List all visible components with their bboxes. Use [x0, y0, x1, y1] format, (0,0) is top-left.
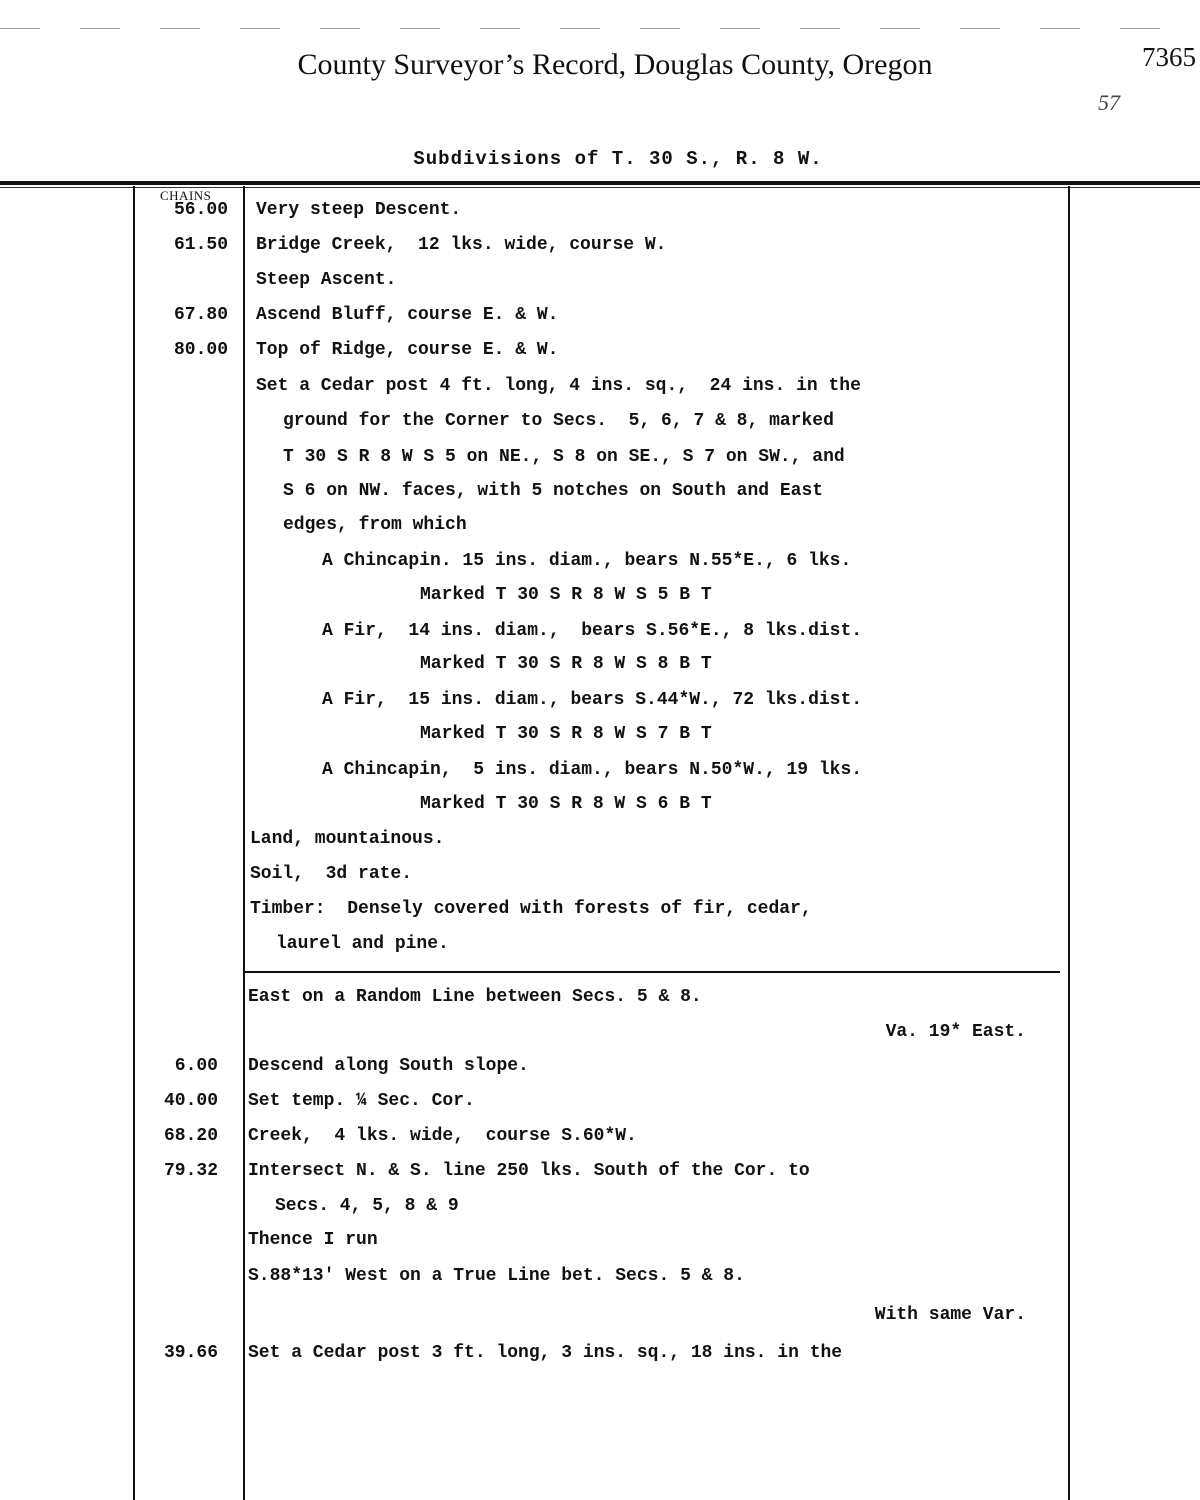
note-text: Land, mountainous.: [250, 829, 445, 849]
note-text: Marked T 30 S R 8 W S 7 B T: [420, 724, 712, 744]
note-text: A Chincapin, 5 ins. diam., bears N.50*W., 19 lks.: [322, 760, 863, 780]
note-row: [0, 1305, 1200, 1339]
note-row: [0, 447, 1200, 481]
note-text: With same Var.: [874, 1305, 1026, 1325]
note-text: Ascend Bluff, course E. & W.: [256, 305, 559, 325]
chains-value: 6.00: [174, 1056, 218, 1076]
note-text: laurel and pine.: [276, 934, 449, 954]
note-row: [0, 829, 1200, 863]
chains-value: 61.50: [173, 235, 228, 255]
note-text: Marked T 30 S R 8 W S 5 B T: [420, 585, 712, 605]
note-row: [0, 1266, 1200, 1300]
section-divider: [245, 971, 1060, 973]
note-row: [0, 270, 1200, 304]
chains-value: 56.00: [173, 200, 228, 220]
note-row: [0, 340, 1200, 374]
note-row: [0, 987, 1200, 1021]
note-row: [0, 305, 1200, 339]
note-row: [0, 794, 1200, 828]
header-rule: [0, 181, 1200, 185]
note-text: Marked T 30 S R 8 W S 6 B T: [420, 794, 712, 814]
note-row: [0, 411, 1200, 445]
chains-column-header: CHAINS: [160, 188, 212, 203]
page-subtitle: Subdivisions of T. 30 S., R. 8 W.: [413, 148, 823, 170]
note-text: Thence I run: [248, 1230, 378, 1250]
note-row: [0, 1022, 1200, 1056]
note-text: East on a Random Line between Secs. 5 & 8.: [248, 987, 702, 1007]
chains-value: 40.00: [163, 1091, 218, 1111]
note-text: Soil, 3d rate.: [250, 864, 413, 884]
note-text: S 6 on NW. faces, with 5 notches on South and East: [283, 481, 824, 501]
note-text: Descend along South slope.: [248, 1056, 529, 1076]
note-text: Marked T 30 S R 8 W S 8 B T: [420, 654, 712, 674]
note-text: A Fir, 15 ins. diam., bears S.44*W., 72 lks.dist.: [322, 690, 863, 710]
note-row: [0, 760, 1200, 794]
chains-value: 39.66: [163, 1343, 218, 1363]
note-row: [0, 1230, 1200, 1264]
note-row: [0, 1091, 1200, 1125]
chains-value: 68.20: [163, 1126, 218, 1146]
note-row: [0, 551, 1200, 585]
note-text: Bridge Creek, 12 lks. wide, course W.: [256, 235, 667, 255]
note-text: S.88*13' West on a True Line bet. Secs. 5 & 8.: [248, 1266, 745, 1286]
note-row: [0, 864, 1200, 898]
note-text: A Chincapin. 15 ins. diam., bears N.55*E., 6 lks.: [322, 551, 852, 571]
note-text: ground for the Corner to Secs. 5, 6, 7 & 8, marked: [283, 411, 834, 431]
note-text: Intersect N. & S. line 250 lks. South of the Cor. to: [248, 1161, 810, 1181]
record-title: County Surveyor’s Record, Douglas County, Oregon: [297, 48, 933, 81]
note-text: Secs. 4, 5, 8 & 9: [275, 1196, 459, 1216]
note-row: [0, 376, 1200, 410]
note-row: [0, 934, 1200, 968]
note-text: A Fir, 14 ins. diam., bears S.56*E., 8 lks.dist.: [322, 621, 863, 641]
note-row: [0, 1056, 1200, 1090]
note-text: edges, from which: [283, 515, 467, 535]
note-text: Set a Cedar post 4 ft. long, 4 ins. sq., 24 ins. in the: [256, 376, 861, 396]
chains-value: 67.80: [173, 305, 228, 325]
note-row: [0, 1161, 1200, 1195]
note-row: [0, 585, 1200, 619]
note-row: [0, 515, 1200, 549]
note-row: [0, 235, 1200, 269]
note-text: Set a Cedar post 3 ft. long, 3 ins. sq., 18 ins. in the: [248, 1343, 843, 1363]
note-row: [0, 1126, 1200, 1160]
note-text: Set temp. ¼ Sec. Cor.: [248, 1091, 475, 1111]
note-row: [0, 481, 1200, 515]
note-text: Creek, 4 lks. wide, course S.60*W.: [248, 1126, 637, 1146]
note-text: Top of Ridge, course E. & W.: [256, 340, 559, 360]
chains-value: 80.00: [173, 340, 228, 360]
pencil-note: 57: [1098, 90, 1120, 115]
note-text: Va. 19* East.: [885, 1022, 1026, 1042]
note-row: [0, 690, 1200, 724]
chains-value: 79.32: [163, 1161, 218, 1181]
note-text: Steep Ascent.: [256, 270, 397, 290]
note-text: Timber: Densely covered with forests of fir, cedar,: [250, 899, 812, 919]
note-row: [0, 1343, 1200, 1377]
note-row: [0, 724, 1200, 758]
note-row: [0, 654, 1200, 688]
note-row: [0, 899, 1200, 933]
page-number: 7365: [1142, 42, 1196, 72]
note-row: [0, 621, 1200, 655]
note-text: T 30 S R 8 W S 5 on NE., S 8 on SE., S 7 on SW., and: [283, 447, 845, 467]
note-row: [0, 200, 1200, 234]
note-row: [0, 1196, 1200, 1230]
scan-artifact-line: [0, 28, 1200, 29]
note-text: Very steep Descent.: [256, 200, 462, 220]
